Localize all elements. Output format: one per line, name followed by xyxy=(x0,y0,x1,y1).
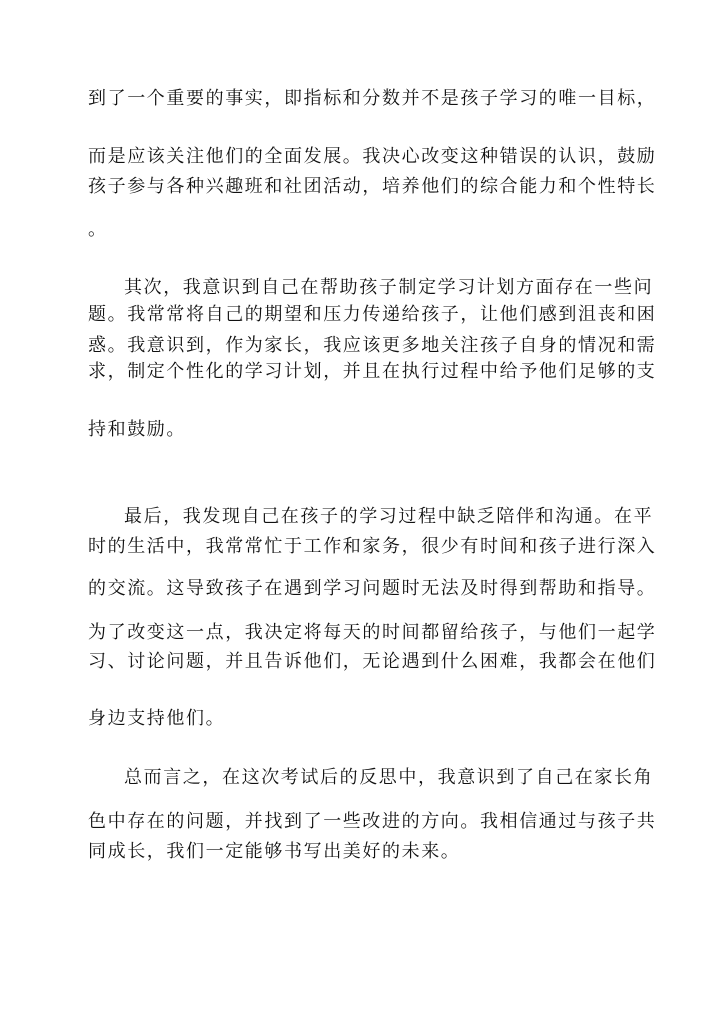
text-line: 同成长，我们一定能够书写出美好的未来。 xyxy=(88,841,461,862)
text-line: 身边支持他们。 xyxy=(88,708,226,729)
text-line: 。 xyxy=(88,219,108,240)
text-line: 而是应该关注他们的全面发展。我决心改变这种错误的认识，鼓励 xyxy=(88,146,657,167)
text-line: 最后，我发现自己在孩子的学习过程中缺乏陪伴和沟通。在平 xyxy=(124,506,654,527)
text-line: 题。我常常将自己的期望和压力传递给孩子，让他们感到沮丧和困 xyxy=(88,304,657,325)
text-line: 时的生活中，我常常忙于工作和家务，很少有时间和孩子进行深入 xyxy=(88,536,657,557)
text-line: 习、讨论问题，并且告诉他们，无论遇到什么困难，我都会在他们 xyxy=(88,651,657,672)
text-line: 的交流。这导致孩子在遇到学习问题时无法及时得到帮助和指导。 xyxy=(88,578,657,599)
text-line: 孩子参与各种兴趣班和社团活动，培养他们的综合能力和个性特长 xyxy=(88,176,657,197)
text-line: 为了改变这一点，我决定将每天的时间都留给孩子，与他们一起学 xyxy=(88,622,657,643)
text-line: 色中存在的问题，并找到了一些改进的方向。我相信通过与孩子共 xyxy=(88,811,657,832)
text-line: 总而言之，在这次考试后的反思中，我意识到了自己在家长角 xyxy=(124,767,654,788)
text-line: 持和鼓励。 xyxy=(88,419,186,440)
text-line: 其次，我意识到自己在帮助孩子制定学习计划方面存在一些问 xyxy=(124,277,654,298)
text-line: 求，制定个性化的学习计划，并且在执行过程中给予他们足够的支 xyxy=(88,361,657,382)
text-line: 到了一个重要的事实，即指标和分数并不是孩子学习的唯一目标， xyxy=(88,88,657,109)
text-line: 惑。我意识到，作为家长，我应该更多地关注孩子自身的情况和需 xyxy=(88,335,657,356)
